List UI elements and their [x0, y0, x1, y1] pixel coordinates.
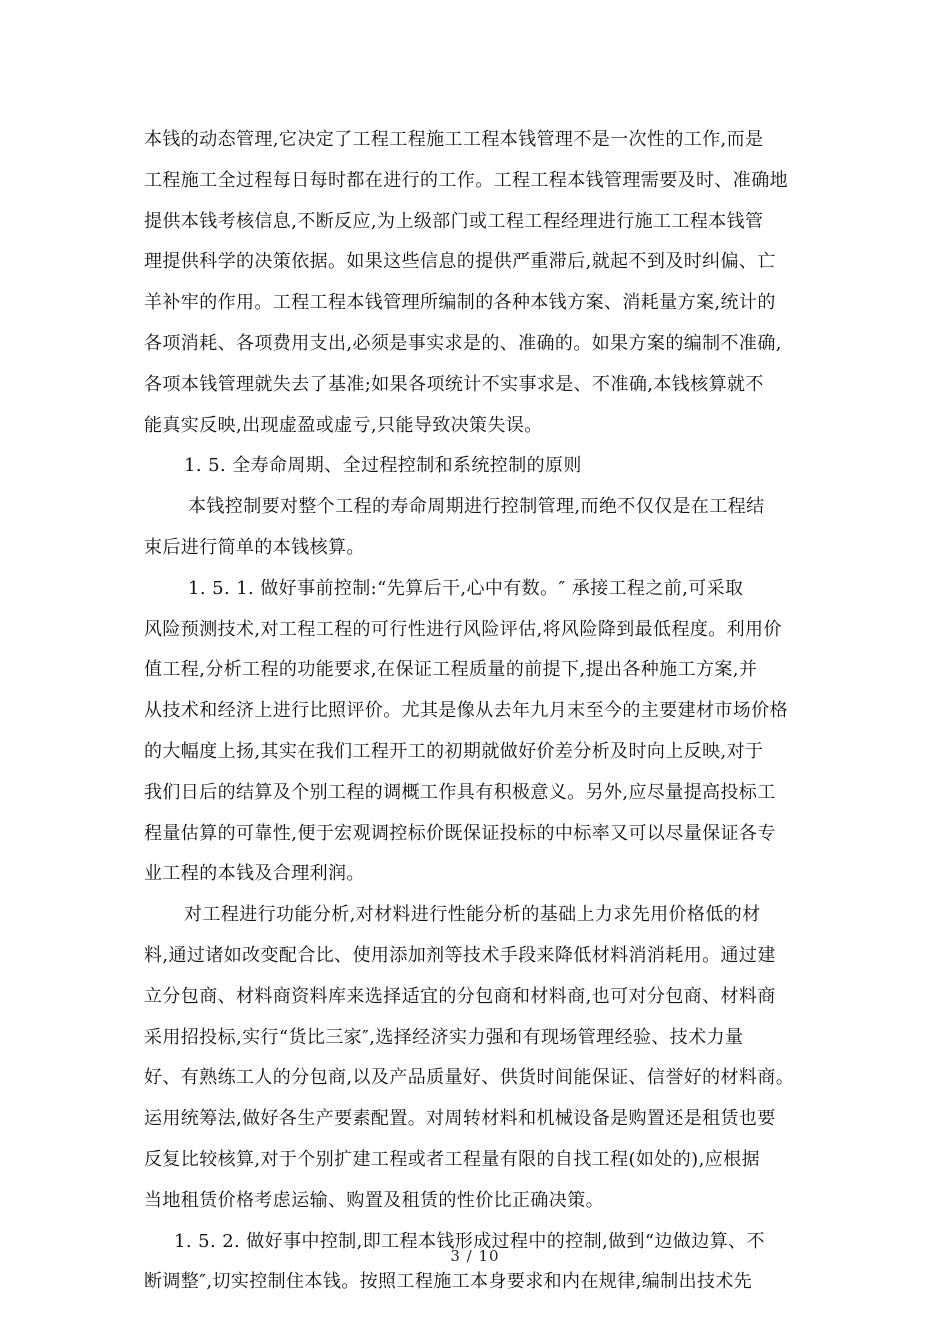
text-line: 业工程的本钱及合理利润。 — [144, 863, 365, 885]
section-heading: 1. 5. 全寿命周期、全过程控制和系统控制的原则 — [184, 455, 582, 477]
text-line: 反复比较核算,对于个别扩建工程或者工程量有限的自找工程(如处的),应根据 — [144, 1148, 760, 1170]
page-number: 3 / 10 — [450, 1247, 500, 1265]
text-line: 程量估算的可靠性,便于宏观调控标价既保证投标的中标率又可以尽量保证各专 — [144, 822, 776, 844]
text-line: 工程施工全过程每日每时都在进行的工作。工程工程本钱管理需要及时、准确地 — [144, 169, 788, 191]
text-line: 料,通过诸如改变配合比、使用添加剂等技术手段来降低材料消消耗用。通过建 — [144, 944, 776, 966]
text-line: 值工程,分析工程的功能要求,在保证工程质量的前提下,提出各种施工方案,并 — [144, 659, 758, 681]
text-line: 采用招投标,实行“货比三家″,选择经济实力强和有现场管理经验、技术力量 — [144, 1026, 744, 1048]
text-line: 的大幅度上扬,其实在我们工程开工的初期就做好价差分析及时向上反映,对于 — [144, 740, 764, 762]
text-line: 本钱的动态管理,它决定了工程工程施工工程本钱管理不是一次性的工作,而是 — [144, 129, 764, 150]
text-line: 好、有熟练工人的分包商,以及产品质量好、供货时间能保证、信誉好的材料商。 — [144, 1067, 795, 1089]
text-line: 我们日后的结算及个别工程的调概工作具有积极意义。另外,应尽量提高投标工 — [144, 781, 776, 803]
body-text — [144, 120, 808, 1303]
text-line: 运用统筹法,做好各生产要素配置。对周转材料和机械设备是购置还是租赁也要 — [144, 1108, 776, 1130]
text-line: 提供本钱考核信息,不断反应,为上级部门或工程工程经理进行施工工程本钱管 — [144, 210, 764, 232]
text-line: 当地租赁价格考虑运输、购置及租赁的性价比正确决策。 — [144, 1189, 604, 1211]
text-line: 风险预测技术,对工程工程的可行性进行风险评估,将风险降到最低程度。利用价 — [144, 618, 782, 640]
subsection-heading: 1. 5. 2. 做好事中控制,即工程本钱形成过程中的控制,做到“边做边算、不 — [174, 1230, 765, 1252]
text-line: 能真实反映,出现虚盈或虚亏,只能导致决策失误。 — [144, 414, 543, 436]
text-line: 对工程进行功能分析,对材料进行性能分析的基础上力求先用价格低的材 — [184, 904, 761, 926]
text-line: 理提供科学的决策依据。如果这些信息的提供严重滞后,就起不到及时纠偏、亡 — [144, 251, 776, 273]
text-line: 束后进行简单的本钱核算。 — [144, 536, 365, 558]
subsection-heading: 1. 5. 1. 做好事前控制:“先算后干,心中有数。″ 承接工程之前,可采取 — [188, 577, 744, 599]
text-line: 立分包商、材料商资料库来选择适宜的分包商和材料商,也可对分包商、材料商 — [144, 985, 776, 1007]
text-line: 羊补牢的作用。工程工程本钱管理所编制的各种本钱方案、消耗量方案,统计的 — [144, 292, 776, 314]
text-line: 各项消耗、各项费用支出,必须是事实求是的、准确的。如果方案的编制不准确, — [144, 332, 782, 354]
text-line: 从技术和经济上进行比照评价。尤其是像从去年九月末至今的主要建材市场价格 — [144, 700, 788, 722]
text-line: 各项本钱管理就失去了基准;如果各项统计不实事求是、不准确,本钱核算就不 — [144, 373, 764, 395]
text-line: 断调整″,切实控制住本钱。按照工程施工本身要求和内在规律,编制出技术先 — [144, 1271, 753, 1293]
text-line: 本钱控制要对整个工程的寿命周期进行控制管理,而绝不仅仅是在工程结 — [188, 496, 765, 518]
